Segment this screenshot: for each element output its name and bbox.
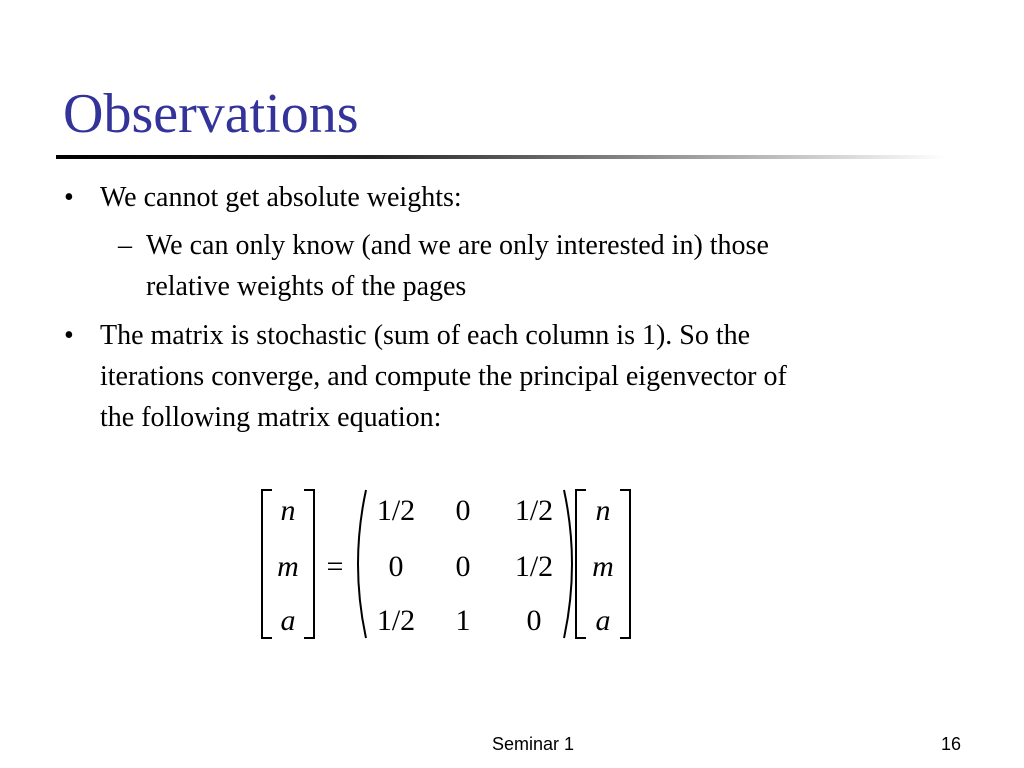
- sub-bullet-line: relative weights of the pages: [146, 271, 467, 302]
- sub-bullet-line: We can only know (and we are only interested in) those: [146, 230, 769, 261]
- matrix-cell: 1/2: [514, 550, 554, 583]
- footer-center: Seminar 1: [492, 734, 575, 754]
- matrix-cell: 0: [455, 494, 471, 527]
- lhs-vector-entry: m: [277, 550, 299, 583]
- matrix-cell: 1/2: [376, 604, 416, 637]
- rhs-vector-entry: n: [595, 494, 611, 527]
- bullet-line: The matrix is stochastic (sum of each column is 1). So the: [100, 320, 751, 351]
- bracket-left-close: [304, 490, 314, 638]
- matrix-cell: 1/2: [514, 494, 554, 527]
- slide-title: Observations: [63, 83, 359, 145]
- matrix-cell: 1: [455, 604, 471, 637]
- bullet-line: iterations converge, and compute the principal eigenvector of: [100, 361, 787, 392]
- bracket-left-open: [262, 490, 272, 638]
- bullet-line: the following matrix equation:: [100, 402, 442, 433]
- matrix-equation: [250, 478, 650, 648]
- page-number: 16: [941, 734, 962, 754]
- bracket-right-open: [576, 490, 586, 638]
- matrix-cell: 1/2: [376, 494, 416, 527]
- bullet-marker: •: [64, 320, 74, 351]
- bracket-right-close: [620, 490, 630, 638]
- matrix-cell: 0: [388, 550, 404, 583]
- matrix-cell: 0: [526, 604, 542, 637]
- rhs-vector-entry: a: [595, 604, 611, 637]
- equals-sign: =: [326, 550, 344, 583]
- sub-bullet-marker: –: [118, 230, 132, 261]
- paren-open: [358, 490, 366, 638]
- rhs-vector-entry: m: [592, 550, 614, 583]
- bullet-marker: •: [64, 182, 74, 213]
- lhs-vector-entry: a: [280, 604, 296, 637]
- paren-close: [564, 490, 572, 638]
- matrix-cell: 0: [455, 550, 471, 583]
- lhs-vector-entry: n: [280, 494, 296, 527]
- bullet-text: We cannot get absolute weights:: [100, 182, 462, 213]
